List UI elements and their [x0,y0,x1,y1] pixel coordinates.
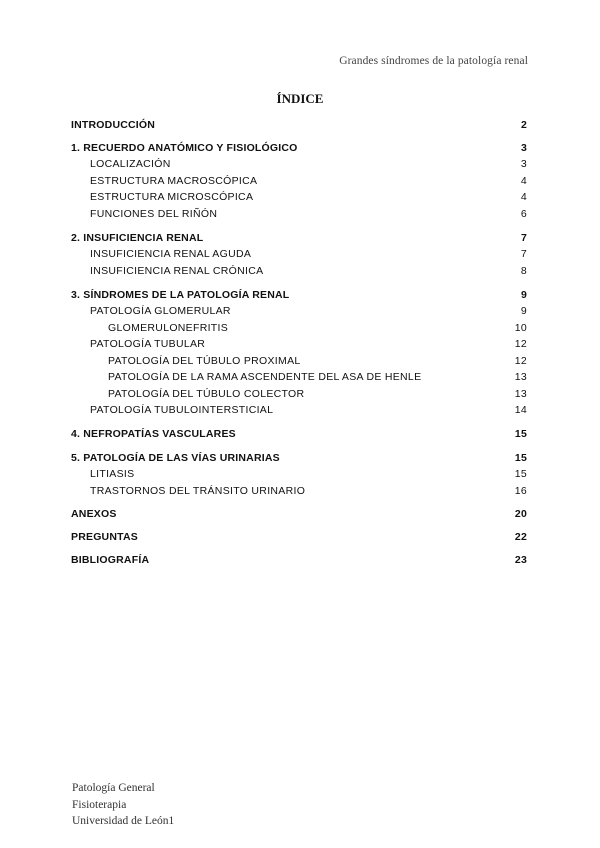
toc-entry-page: 10 [514,322,527,334]
toc-entry-estructura-microscopica[interactable] [0,189,600,205]
footer [72,780,174,830]
toc-entry-label: INSUFICIENCIA RENAL AGUDA [90,248,252,260]
toc-entry-label: ESTRUCTURA MICROSCÓPICA [90,191,254,203]
toc-entry-tubulo-colector[interactable] [0,386,600,402]
toc-entry-insuficiencia-renal[interactable] [0,230,600,246]
toc-entry-funciones-rinon[interactable] [0,206,600,222]
toc-entry-insuficiencia-aguda[interactable] [0,246,600,262]
toc-entry-page: 7 [520,248,527,260]
toc-entry-label: INSUFICIENCIA RENAL CRÓNICA [90,265,264,277]
toc-entry-localizacion[interactable] [0,156,600,172]
toc-entry-nefropatias-vasculares[interactable] [0,426,600,442]
toc-entry-page: 15 [514,428,527,440]
toc-entry-label: TRASTORNOS DEL TRÁNSITO URINARIO [90,485,306,497]
toc-entry-label: FUNCIONES DEL RIÑÓN [90,208,218,220]
toc-entry-page: 2 [520,119,527,131]
toc-entry-label: 5. PATOLOGÍA DE LAS VÍAS URINARIAS [71,452,280,464]
toc-title: ÍNDICE [276,91,324,106]
toc-entry-label: ESTRUCTURA MACROSCÓPICA [90,175,258,187]
toc-entry-asa-henle[interactable] [0,369,600,385]
toc-entry-page: 22 [514,531,527,543]
toc-entry-label: GLOMERULONEFRITIS [108,322,229,334]
toc-entry-anexos[interactable] [0,506,600,522]
toc-entry-page: 9 [520,289,527,301]
toc-entry-sindromes[interactable] [0,287,600,303]
toc-entry-introduccion[interactable] [0,117,600,133]
toc-entry-vias-urinarias[interactable] [0,450,600,466]
footer-page-number: 1 [168,815,175,827]
toc-entry-page: 8 [520,265,527,277]
toc-entry-page: 6 [520,208,527,220]
toc-entry-label: PATOLOGÍA TUBULOINTERSTICIAL [90,404,274,416]
toc-entry-page: 15 [514,452,527,464]
toc-entry-page: 9 [520,305,527,317]
toc-entry-glomerulonefritis[interactable] [0,320,600,336]
toc-entry-label: ANEXOS [71,508,117,520]
toc-entry-label: 3. SÍNDROMES DE LA PATOLOGÍA RENAL [71,289,290,301]
toc-entry-preguntas[interactable] [0,529,600,545]
toc-entry-label: INTRODUCCIÓN [71,119,156,131]
toc-entry-page: 7 [520,232,527,244]
toc-entry-page: 20 [514,508,527,520]
toc-entry-page: 16 [514,485,527,497]
toc-entry-page: 3 [520,142,527,154]
toc-entry-bibliografia[interactable] [0,552,600,568]
footer-university: Universidad de León [72,815,169,827]
footer-course: Patología General [72,782,155,794]
toc-entry-label: PATOLOGÍA TUBULAR [90,338,206,350]
toc-entry-page: 15 [514,468,527,480]
toc-entry-label: PATOLOGÍA DE LA RAMA ASCENDENTE DEL ASA DE HENLE [108,371,422,383]
running-header: Grandes síndromes de la patología renal [339,55,528,67]
toc-entry-tubulo-proximal[interactable] [0,353,600,369]
toc-entry-patologia-tubular[interactable] [0,336,600,352]
toc-entry-page: 13 [514,371,527,383]
toc-entry-insuficiencia-cronica[interactable] [0,263,600,279]
toc-entry-page: 13 [514,388,527,400]
toc-entry-recuerdo-anatomico[interactable] [0,140,600,156]
toc-entry-page: 23 [514,554,527,566]
toc-entry-transito-urinario[interactable] [0,483,600,499]
toc-entry-patologia-glomerular[interactable] [0,303,600,319]
footer-university-line [72,813,174,830]
toc-entry-label: BIBLIOGRAFÍA [71,554,150,566]
footer-degree: Fisioterapia [72,798,127,811]
toc-entry-label: PATOLOGÍA DEL TÚBULO PROXIMAL [108,355,301,367]
toc-entry-label: 4. NEFROPATÍAS VASCULARES [71,428,236,440]
toc-entry-label: PREGUNTAS [71,531,138,543]
toc-entry-litiasis[interactable] [0,466,600,482]
toc-entry-page: 3 [520,158,527,170]
toc-entry-label: PATOLOGÍA DEL TÚBULO COLECTOR [108,388,305,400]
toc-entry-label: 2. INSUFICIENCIA RENAL [71,232,204,244]
toc-entry-page: 4 [520,191,527,203]
toc-entry-label: LOCALIZACIÓN [90,158,171,170]
toc-entry-estructura-macroscopica[interactable] [0,173,600,189]
toc-entry-tubulointersticial[interactable] [0,402,600,418]
toc-entry-page: 12 [514,355,527,367]
toc-entry-page: 14 [514,404,527,416]
toc-entry-label: PATOLOGÍA GLOMERULAR [90,305,231,317]
toc-entry-page: 4 [520,175,527,187]
toc-entry-page: 12 [514,338,527,350]
toc-entry-label: LITIASIS [90,468,135,480]
toc-entry-label: 1. RECUERDO ANATÓMICO Y FISIOLÓGICO [71,142,298,154]
